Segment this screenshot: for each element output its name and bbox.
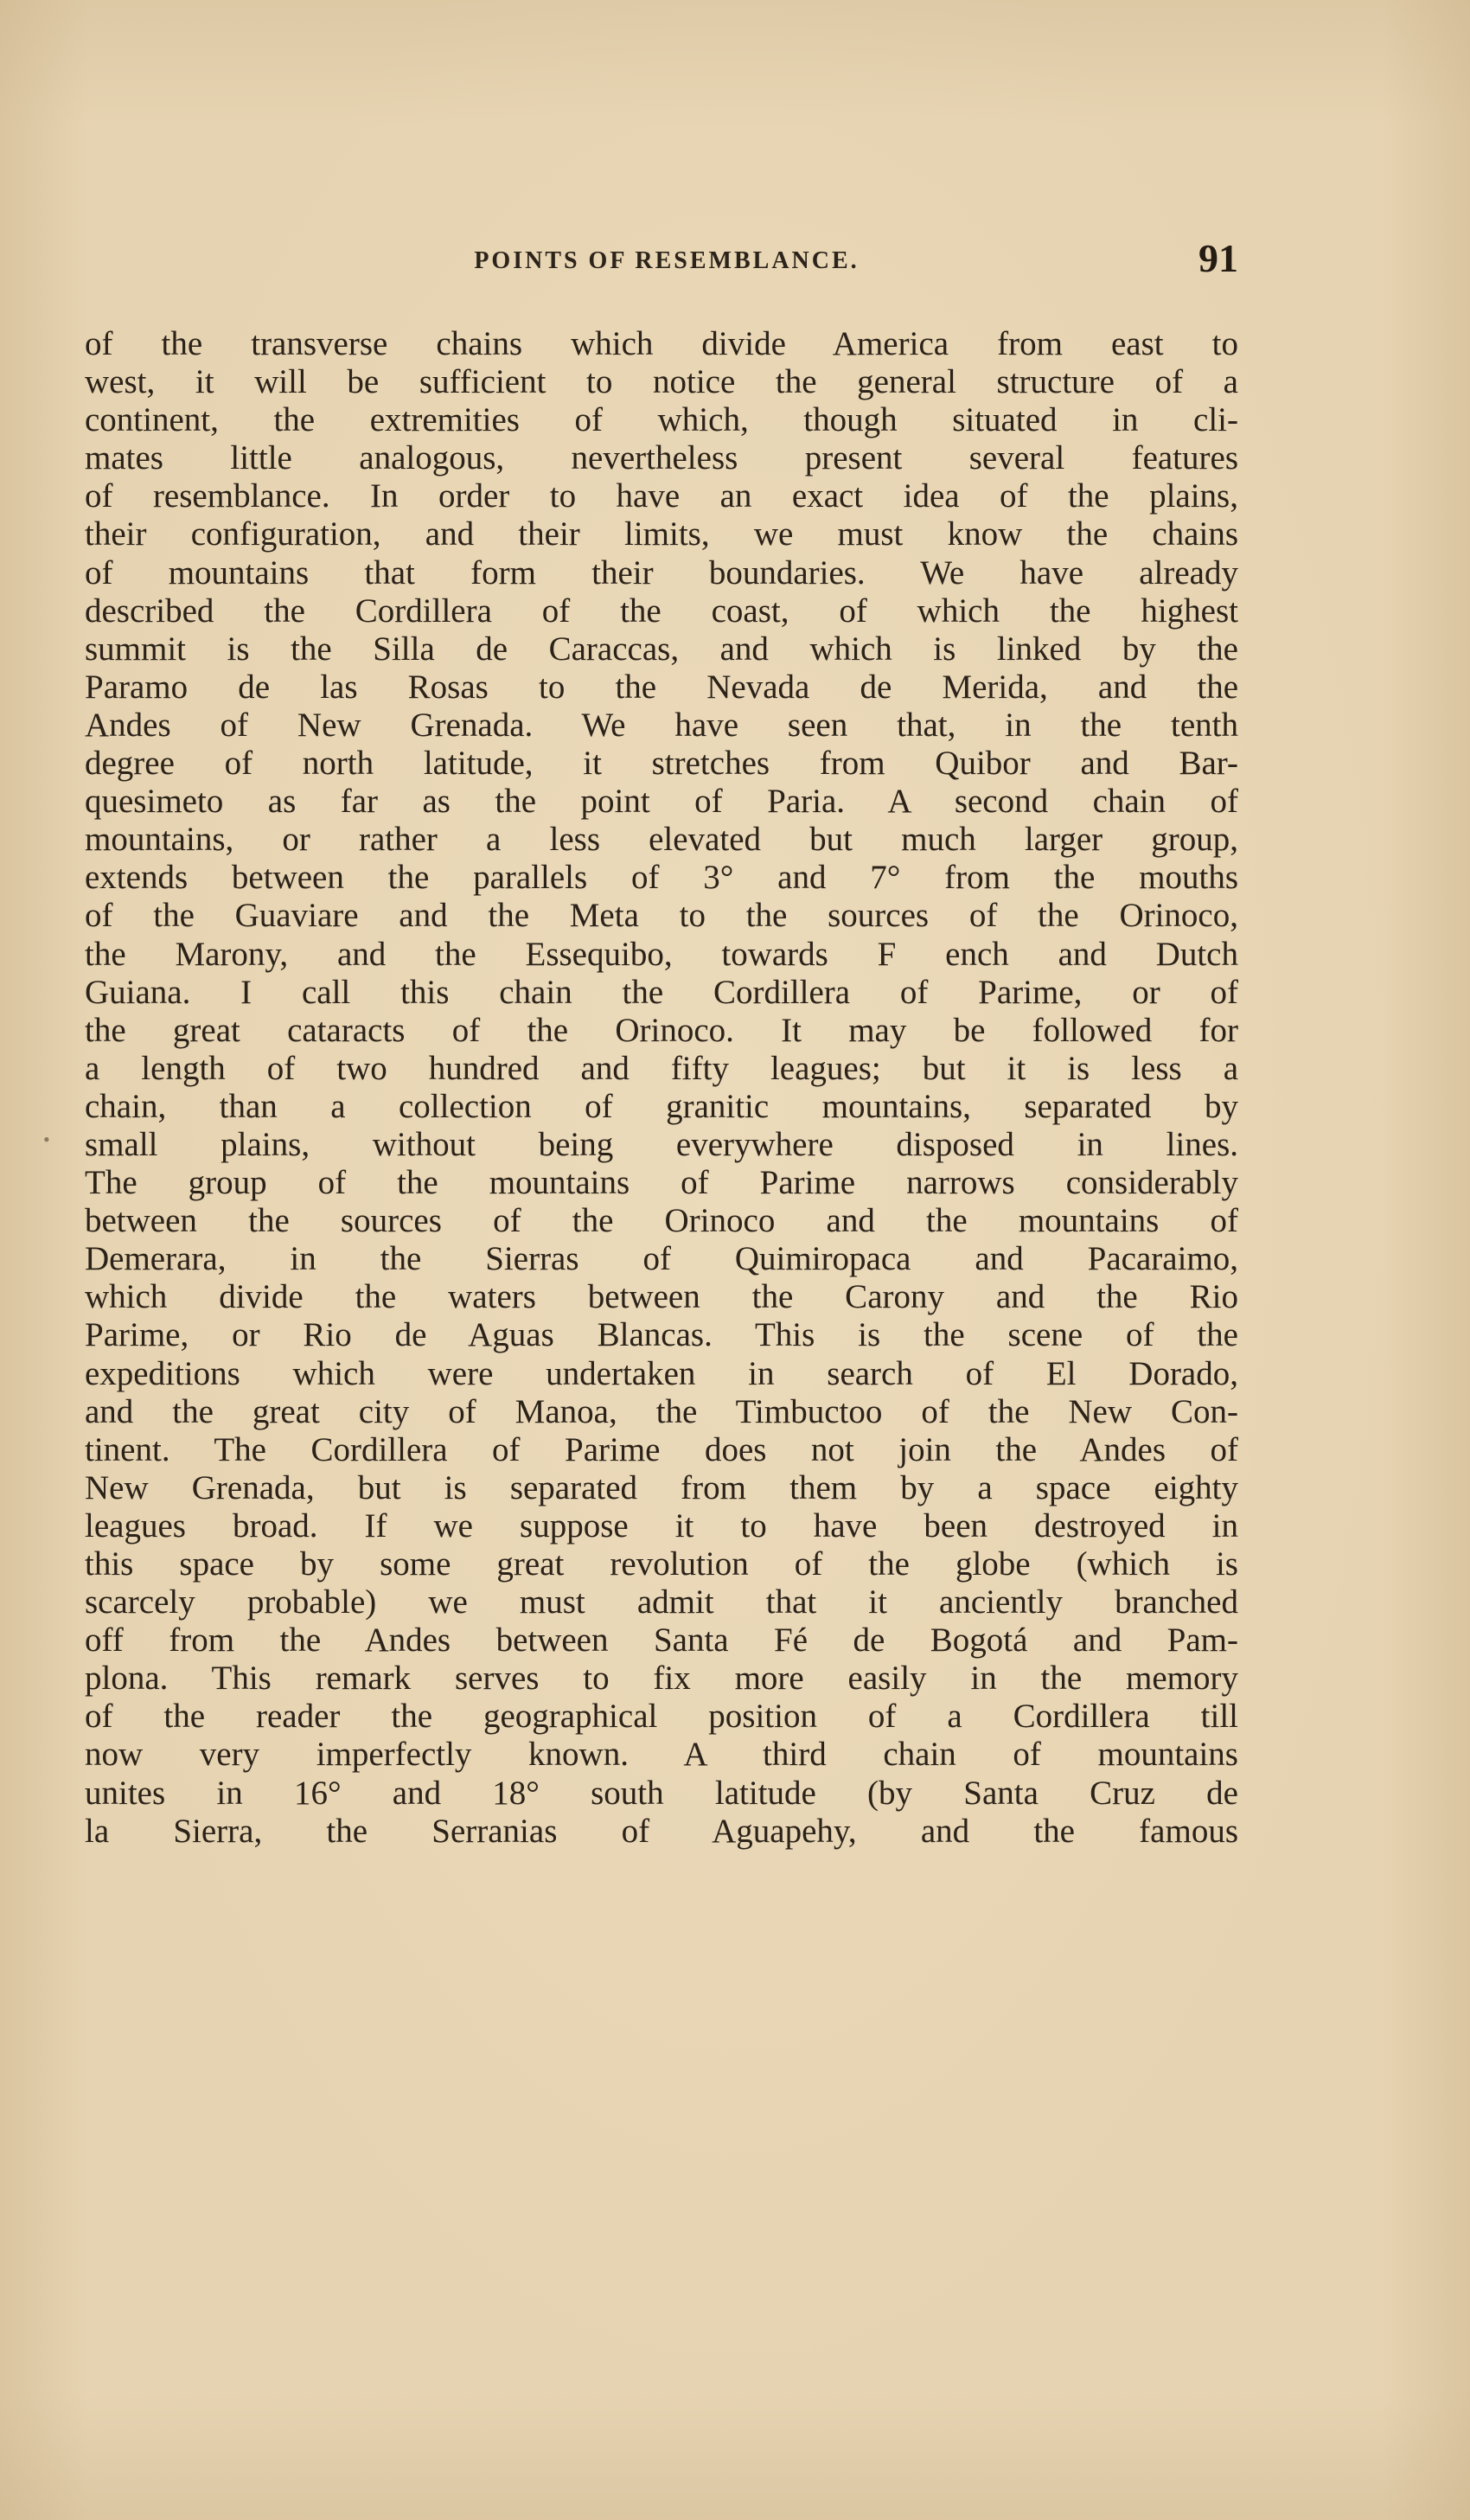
text-line: between the sources of the Orinoco and the mountains of	[85, 1202, 1238, 1240]
page-number: 91	[1198, 236, 1238, 280]
text-line: Guiana. I call this chain the Cordillera of Parime, or of	[85, 973, 1238, 1011]
text-line: tinent. The Cordillera of Parime does not join the Andes of	[85, 1430, 1238, 1468]
text-line: New Grenada, but is separated from them by a space eighty	[85, 1468, 1238, 1506]
text-line: which divide the waters between the Carony and the Rio	[85, 1278, 1238, 1316]
text-line: scarcely probable) we must admit that it anciently branched	[85, 1583, 1238, 1621]
text-line: degree of north latitude, it stretches from Quibor and Bar-	[85, 745, 1238, 783]
text-line: Demerara, in the Sierras of Quimiropaca and Pacaraimo,	[85, 1240, 1238, 1278]
text-line: this space by some great revolution of the globe (which is	[85, 1545, 1238, 1583]
text-line: of the reader the geographical position of a Cordillera till	[85, 1698, 1238, 1736]
text-line: extends between the parallels of 3° and 7° from the mouths	[85, 859, 1238, 897]
text-line: of the Guaviare and the Meta to the sources of the Orinoco,	[85, 897, 1238, 935]
text-line: small plains, without being everywhere disposed in lines.	[85, 1125, 1238, 1163]
text-line: now very imperfectly known. A third chain of mountains	[85, 1736, 1238, 1774]
text-line: of the transverse chains which divide America from east to	[85, 325, 1238, 362]
text-line: described the Cordillera of the coast, of which the highest	[85, 592, 1238, 630]
text-line: the Marony, and the Essequibo, towards F ench and Dutch	[85, 935, 1238, 973]
text-line: The group of the mountains of Parime narrows considerably	[85, 1164, 1238, 1202]
text-line: mates little analogous, nevertheless present several features	[85, 439, 1238, 477]
text-line: a length of two hundred and fifty leagues; but it is less a	[85, 1049, 1238, 1087]
page-header	[95, 235, 1238, 296]
text-line: la Sierra, the Serranias of Aguapehy, and the famous	[85, 1812, 1238, 1850]
text-line: Andes of New Grenada. We have seen that, in the tenth	[85, 706, 1238, 744]
text-line: of resemblance. In order to have an exact idea of the plains,	[85, 477, 1238, 515]
text-line: unites in 16° and 18° south latitude (by Santa Cruz de	[85, 1774, 1238, 1812]
text-line: continent, the extremities of which, though situated in cli-	[85, 401, 1238, 439]
text-line: chain, than a collection of granitic mountains, separated by	[85, 1087, 1238, 1125]
margin-mark: •	[43, 1129, 50, 1150]
text-line: mountains, or rather a less elevated but much larger group,	[85, 821, 1238, 859]
text-line: summit is the Silla de Caraccas, and which is linked by the	[85, 630, 1238, 668]
text-line: off from the Andes between Santa Fé de Bogotá and Pam-	[85, 1621, 1238, 1660]
text-line: leagues broad. If we suppose it to have been destroyed in	[85, 1506, 1238, 1545]
text-line: Paramo de las Rosas to the Nevada de Merida, and the	[85, 668, 1238, 706]
text-line: of mountains that form their boundaries. We have already	[85, 553, 1238, 592]
text-line: west, it will be sufficient to notice the general structure of a	[85, 363, 1238, 401]
text-line: plona. This remark serves to fix more easily in the memory	[85, 1660, 1238, 1698]
text-line: and the great city of Manoa, the Timbuctoo of the New Con-	[85, 1392, 1238, 1430]
text-line: quesimeto as far as the point of Paria. A second chain of	[85, 783, 1238, 821]
text-line: expeditions which were undertaken in search of El Dorado,	[85, 1354, 1238, 1392]
body-text	[85, 325, 1238, 1851]
text-line: the great cataracts of the Orinoco. It may be followed for	[85, 1011, 1238, 1049]
text-line: their configuration, and their limits, we must know the chains	[85, 515, 1238, 553]
text-line: Parime, or Rio de Aguas Blancas. This is the scene of the	[85, 1316, 1238, 1354]
running-title: POINTS OF RESEMBLANCE.	[474, 247, 860, 274]
